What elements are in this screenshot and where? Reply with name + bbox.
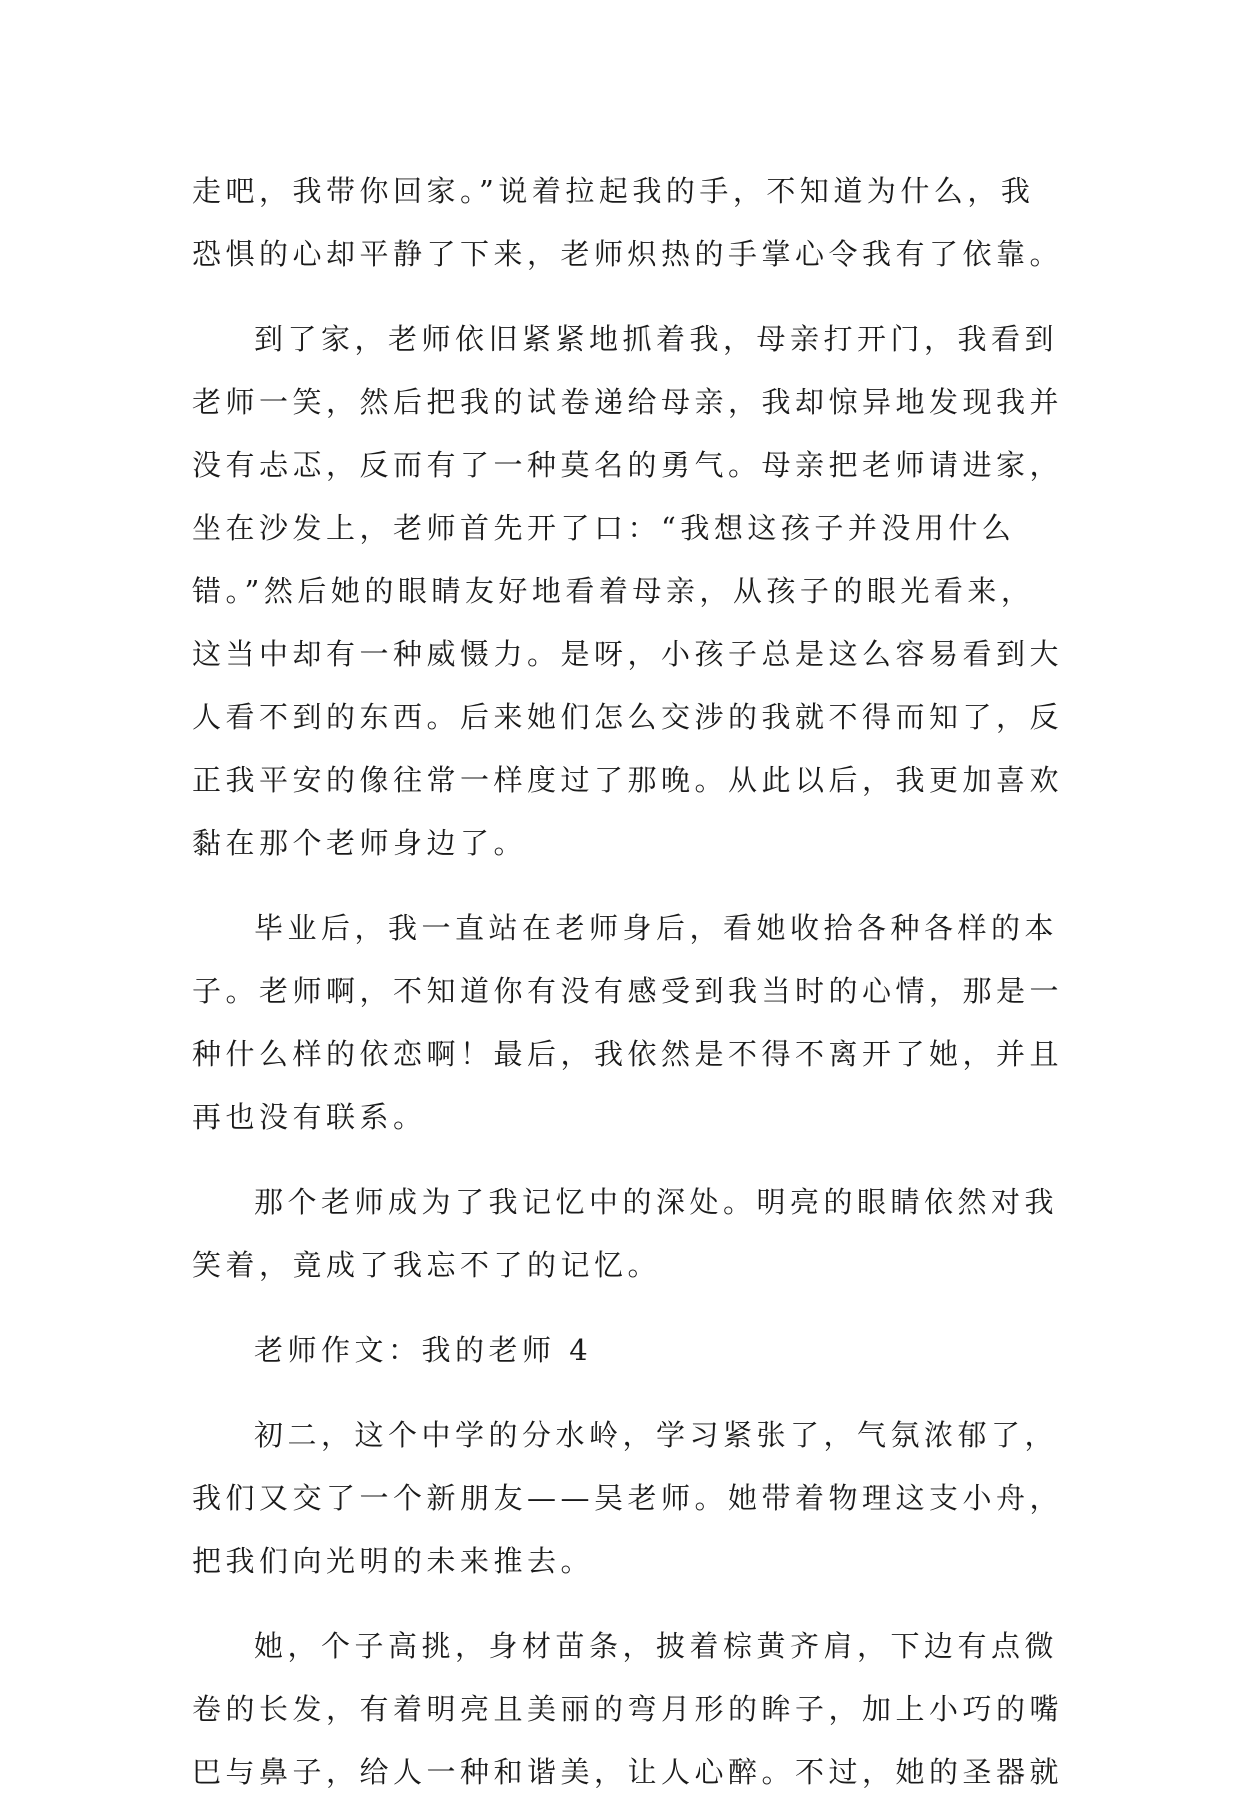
paragraph	[192, 160, 1064, 286]
text-line: 毕业后，我一直站在老师身后，看她收拾各种各样的本	[254, 911, 1059, 945]
text-line: 错。”然后她的眼睛友好地看着母亲，从孩子的眼光看来，	[192, 574, 1035, 608]
paragraph	[192, 308, 1064, 875]
paragraph-gap	[192, 1149, 1052, 1171]
paragraph-gap	[192, 286, 1052, 308]
text-line: 老师作文：我的老师 4	[254, 1333, 593, 1367]
text-line: 子。老师啊，不知道你有没有感受到我当时的心情，那是一	[192, 974, 1064, 1008]
paragraph	[192, 1319, 1052, 1382]
text-line: 我们又交了一个新朋友——吴老师。她带着物理这支小舟，	[192, 1481, 1064, 1515]
text-line: 她，个子高挑，身材苗条，披着棕黄齐肩，下边有点微	[254, 1629, 1059, 1663]
text-line: 巴与鼻子，给人一种和谐美，让人心醉。不过，她的圣器就	[192, 1755, 1064, 1789]
text-line: 再也没有联系。	[192, 1100, 427, 1134]
text-line: 坐在沙发上，老师首先开了口：“我想这孩子并没用什么	[192, 511, 1016, 545]
text-line: 初二，这个中学的分水岭，学习紧张了，气氛浓郁了，	[254, 1418, 1059, 1452]
text-line: 老师一笑，然后把我的试卷递给母亲，我却惊异地发现我并	[192, 385, 1064, 419]
text-line: 笑着，竟成了我忘不了的记忆。	[192, 1248, 662, 1282]
paragraph	[192, 897, 1064, 1149]
paragraph-gap	[192, 875, 1052, 897]
text-line: 到了家，老师依旧紧紧地抓着我，母亲打开门，我看到	[254, 322, 1059, 356]
paragraph	[192, 1404, 1064, 1593]
text-line: 把我们向光明的未来推去。	[192, 1544, 595, 1578]
body-text	[192, 160, 1064, 1804]
text-line: 卷的长发，有着明亮且美丽的弯月形的眸子，加上小巧的嘴	[192, 1692, 1064, 1726]
paragraph	[192, 1615, 1064, 1804]
text-line: 恐惧的心却平静了下来，老师炽热的手掌心令我有了依靠。	[192, 237, 1064, 271]
paragraph-gap	[192, 1382, 1052, 1404]
text-line: 那个老师成为了我记忆中的深处。明亮的眼睛依然对我	[254, 1185, 1059, 1219]
paragraph	[192, 1171, 1059, 1297]
text-line: 黏在那个老师身边了。	[192, 826, 528, 860]
text-line: 种什么样的依恋啊！最后，我依然是不得不离开了她，并且	[192, 1037, 1064, 1071]
paragraph-gap	[192, 1297, 1052, 1319]
text-line: 走吧，我带你回家。”说着拉起我的手，不知道为什么，我	[192, 174, 1035, 208]
paragraph-gap	[192, 1593, 1052, 1615]
text-line: 人看不到的东西。后来她们怎么交涉的我就不得而知了，反	[192, 700, 1064, 734]
text-line: 这当中却有一种威慑力。是呀，小孩子总是这么容易看到大	[192, 637, 1064, 671]
text-line: 正我平安的像往常一样度过了那晚。从此以后，我更加喜欢	[192, 763, 1064, 797]
text-line: 没有忐忑，反而有了一种莫名的勇气。母亲把老师请进家，	[192, 448, 1064, 482]
